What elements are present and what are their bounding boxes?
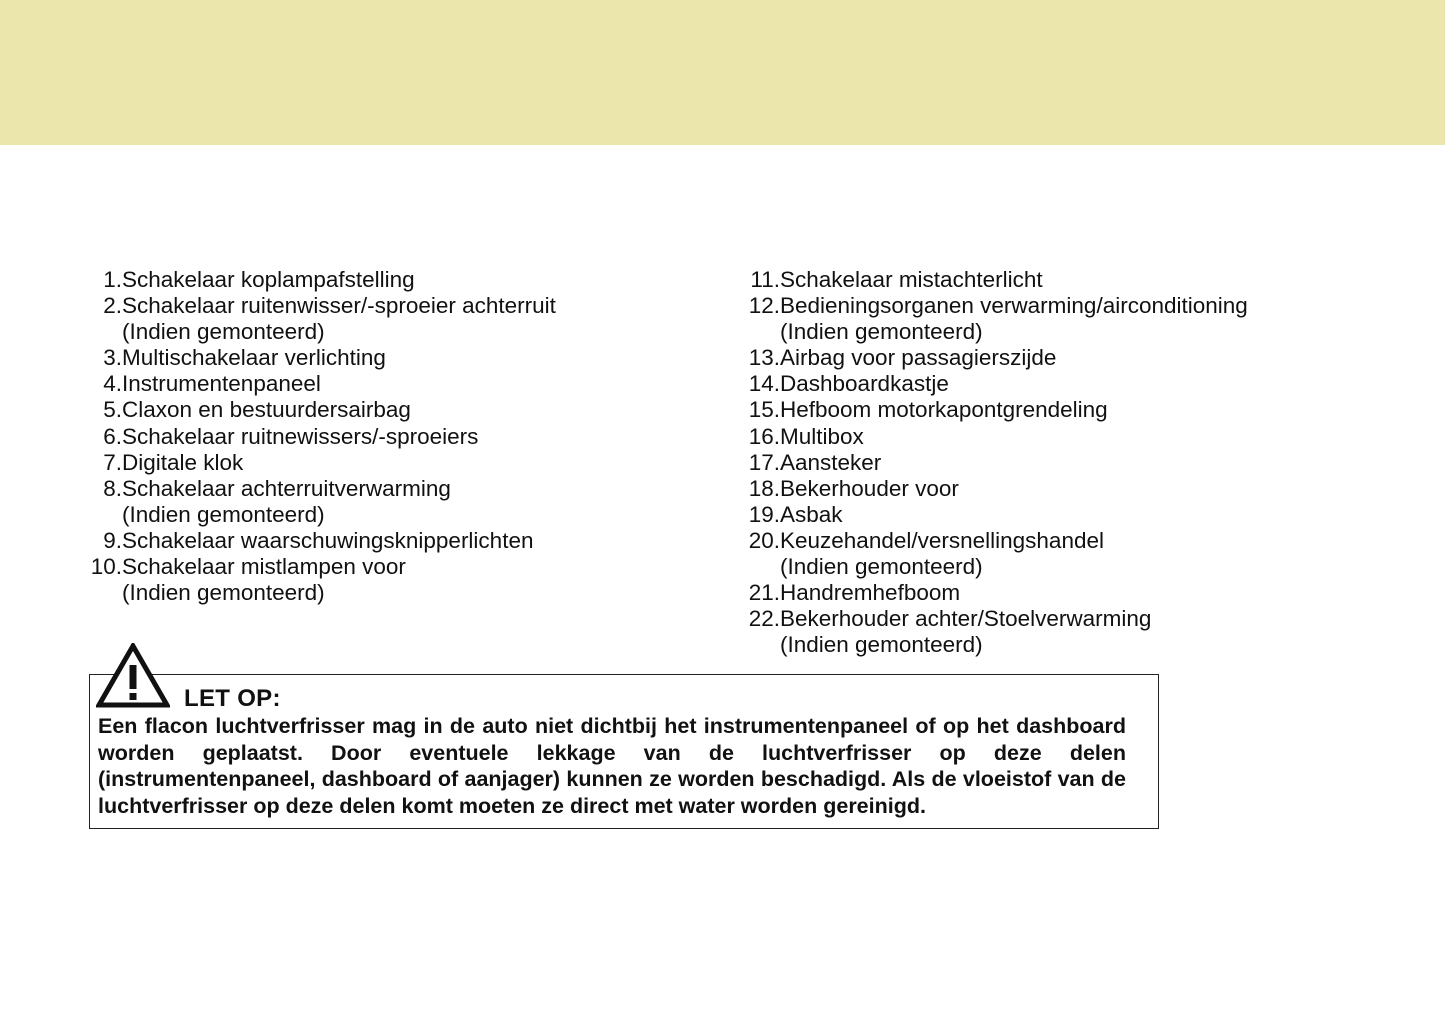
- list-item-number: 18.: [748, 475, 780, 501]
- list-item: [744, 476, 1384, 502]
- list-item: [88, 345, 708, 371]
- list-item-number: 17.: [748, 449, 780, 475]
- list-item-number: 1.: [103, 267, 122, 292]
- list-item-text: [122, 528, 533, 554]
- list-item: [744, 267, 1384, 293]
- list-item: [744, 371, 1384, 397]
- list-item-number: 9.: [103, 527, 122, 553]
- list-item-label: Multischakelaar verlichting: [122, 345, 386, 371]
- list-item-text: [122, 424, 478, 450]
- list-item-text: [122, 371, 321, 397]
- list-item-label: Schakelaar mistachterlicht: [780, 267, 1043, 292]
- list-item-label: Instrumentenpaneel: [122, 371, 321, 397]
- list-item-label: Schakelaar koplampafstelling: [122, 267, 415, 292]
- list-item-number: 10.: [90, 554, 122, 580]
- list-item-label: Dashboardkastje: [780, 371, 949, 397]
- list-item-number: 13.: [748, 345, 780, 371]
- list-item-number: 6.: [103, 423, 122, 449]
- list-item-number: 3.: [103, 345, 122, 371]
- list-item-note: (Indien gemonteerd): [122, 319, 325, 345]
- list-item: [744, 580, 1384, 606]
- list-item-number: 5.: [103, 397, 122, 423]
- list-item-text: [780, 293, 1248, 345]
- list-item: [88, 554, 708, 606]
- list-item-label: Keuzehandel/versnellingshandel: [780, 527, 1104, 553]
- list-item-number: 16.: [748, 423, 780, 449]
- list-item-text: [122, 476, 451, 528]
- list-item-label: Aansteker: [780, 449, 882, 475]
- list-item-label: Schakelaar ruitnewissers/-sproeiers: [122, 423, 479, 449]
- warning-box: [89, 674, 1159, 829]
- list-item: [744, 293, 1384, 345]
- list-item-label: Bekerhouder voor: [780, 475, 959, 501]
- list-item-label: Airbag voor passagierszijde: [780, 345, 1057, 371]
- list-item-label: Multibox: [780, 423, 864, 449]
- list-item: [88, 293, 708, 345]
- list-item-note: (Indien gemonteerd): [122, 580, 325, 606]
- list-item-text: [780, 345, 1056, 371]
- list-item-number: 21.: [748, 580, 780, 606]
- list-item-label: Bedieningsorganen verwarming/airconditioning: [780, 293, 1248, 319]
- list-item-note: (Indien gemonteerd): [122, 501, 325, 527]
- list-item-text: [780, 476, 959, 502]
- list-item: [88, 267, 708, 293]
- list-item-number: 15.: [748, 397, 780, 423]
- list-item-note: (Indien gemonteerd): [780, 319, 983, 345]
- list-item: [744, 502, 1384, 528]
- list-item-number: 12.: [748, 293, 780, 319]
- list-item-number: 19.: [748, 501, 780, 527]
- list-item-text: [122, 554, 406, 606]
- list-item: [88, 397, 708, 423]
- list-item-label: Asbak: [780, 501, 843, 527]
- list-item: [88, 476, 708, 528]
- list-item-text: [122, 345, 386, 371]
- list-item-number: 2.: [103, 293, 122, 319]
- list-item-label: Bekerhouder achter/Stoelverwarming: [780, 606, 1152, 632]
- list-item-note: (Indien gemonteerd): [780, 632, 983, 658]
- list-item-label: Hefboom motorkapontgrendeling: [780, 397, 1108, 423]
- list-item-note: (Indien gemonteerd): [780, 554, 983, 580]
- list-item: [88, 424, 708, 450]
- list-item-label: Handremhefboom: [780, 580, 961, 606]
- list-item-text: [122, 397, 411, 423]
- list-item-label: Claxon en bestuurdersairbag: [122, 397, 411, 423]
- list-item-text: [780, 267, 1043, 293]
- list-item-number: 4.: [103, 371, 122, 397]
- list-item-text: [780, 371, 949, 397]
- list-item-text: [780, 397, 1108, 423]
- list-item: [744, 606, 1384, 658]
- left-component-list: [88, 267, 708, 606]
- list-item-label: Schakelaar ruitenwisser/-sproeier achterruit: [122, 293, 556, 319]
- list-item-label: Schakelaar mistlampen voor: [122, 554, 406, 580]
- list-item-text: [780, 528, 1104, 580]
- list-item-text: [780, 502, 843, 528]
- list-item-text: [780, 450, 881, 476]
- list-item-text: [780, 580, 960, 606]
- list-item: [744, 397, 1384, 423]
- list-item-number: 20.: [748, 527, 780, 553]
- list-item-number: 14.: [748, 371, 780, 397]
- header-band: [0, 0, 1445, 145]
- list-item-number: 11.: [750, 267, 780, 292]
- warning-body: Een flacon luchtverfrisser mag in de auto niet dichtbij het instrumentenpaneel of op het dashboard worden geplaatst. Door eventuele lekkage van de luchtverfrisser op deze delen (instrumentenpaneel, dashboard of aanjager) kunnen ze worden beschadigd. Als de vloeistof van de luchtverfrisser op deze delen komt moeten ze direct met water worden gereinigd.: [98, 714, 1126, 818]
- list-item-label: Schakelaar waarschuwingsknipperlichten: [122, 527, 534, 553]
- warning-triangle-icon: [96, 643, 170, 709]
- list-item-text: [780, 424, 864, 450]
- list-item-label: Digitale klok: [122, 449, 244, 475]
- list-item: [744, 450, 1384, 476]
- list-item-text: [122, 293, 556, 345]
- warning-title: LET OP:: [184, 685, 281, 712]
- list-item: [744, 424, 1384, 450]
- list-item-label: Schakelaar achterruitverwarming: [122, 475, 451, 501]
- list-item-number: 7.: [103, 449, 122, 475]
- list-item-number: 22.: [748, 606, 780, 632]
- list-item: [88, 450, 708, 476]
- list-item: [744, 528, 1384, 580]
- list-item-text: [122, 450, 243, 476]
- right-component-list: [744, 267, 1384, 658]
- list-item: [88, 371, 708, 397]
- list-item: [88, 528, 708, 554]
- list-item-number: 8.: [103, 475, 122, 501]
- list-item: [744, 345, 1384, 371]
- list-item-text: [122, 267, 415, 293]
- list-item-text: [780, 606, 1151, 658]
